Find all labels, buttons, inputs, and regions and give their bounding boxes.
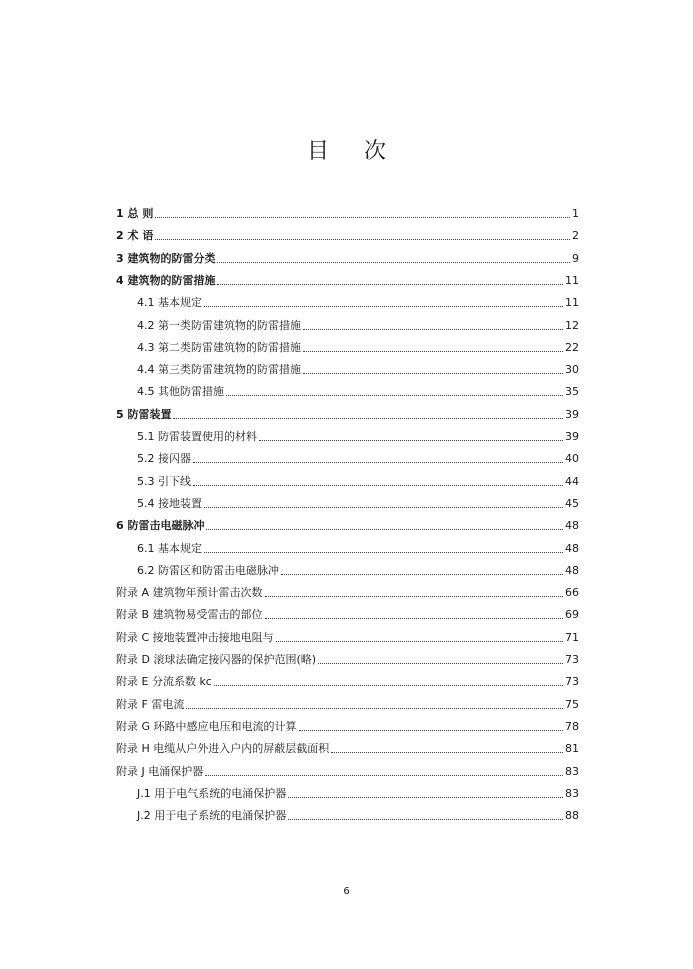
toc-entry[interactable] [137, 381, 579, 399]
dot-leader [204, 552, 563, 553]
toc-entry-page: 30 [565, 363, 579, 377]
toc-entry[interactable] [137, 337, 579, 355]
toc-entry[interactable] [116, 738, 579, 756]
toc-entry-page: 45 [565, 496, 579, 510]
toc-entry-page: 11 [565, 273, 579, 287]
toc-entry-page: 48 [565, 563, 579, 577]
dot-leader [331, 752, 563, 753]
toc-entry-label: 2 术 语 [116, 229, 154, 243]
toc-entry-page: 48 [565, 541, 579, 555]
toc-entry-page: 81 [565, 742, 579, 756]
toc-entry-page: 75 [565, 697, 579, 711]
toc-entry-label: 附录 J 电涌保护器 [116, 764, 204, 778]
toc-entry-page: 73 [565, 653, 579, 666]
dot-leader [205, 775, 563, 776]
toc-entry-label: 附录 C 接地装置冲击接地电阻与 [116, 630, 274, 644]
toc-entry-label: 附录 B 建筑物易受雷击的部位 [116, 608, 263, 622]
toc-entry[interactable] [137, 315, 579, 333]
toc-entry-page: 69 [565, 608, 579, 622]
toc-entry-label: 附录 A 建筑物年预计雷击次数 [116, 586, 263, 600]
toc-entry-page: 48 [565, 519, 579, 533]
toc-entry-page: 9 [572, 251, 579, 265]
toc-entry[interactable] [116, 761, 579, 779]
dot-leader [288, 819, 563, 820]
toc-entry-label: 5.2 接闪器 [137, 452, 191, 466]
page-number: 6 [343, 886, 350, 897]
toc-entry-page: 22 [565, 340, 579, 354]
toc-entry-page: 78 [565, 719, 579, 733]
toc-entry-label: 6 防雷击电磁脉冲 [116, 519, 205, 533]
toc-entry-label: 4.4 第三类防雷建筑物的防雷措施 [137, 363, 301, 377]
toc-entry[interactable] [137, 448, 579, 466]
toc-entry-page: 83 [565, 786, 579, 800]
toc-entry[interactable] [137, 292, 579, 310]
toc-entry[interactable] [116, 582, 579, 600]
dot-leader [214, 685, 563, 686]
toc-entry-page: 35 [565, 385, 579, 399]
dot-leader [318, 663, 563, 664]
toc-entry-label: 6.1 基本规定 [137, 541, 202, 555]
toc-entry-page: 73 [565, 675, 579, 689]
dot-leader [186, 708, 563, 709]
dot-leader [276, 641, 563, 642]
dot-leader [204, 507, 563, 508]
toc-entry-label: 附录 D 滚球法确定接闪器的保护范围(略) [116, 653, 317, 666]
toc-entry-page: 39 [565, 407, 579, 421]
dot-leader [259, 440, 563, 441]
toc-entry[interactable] [116, 604, 579, 622]
toc-entry[interactable] [137, 426, 579, 444]
dot-leader [217, 284, 563, 285]
toc-entry-page: 39 [565, 430, 579, 443]
toc-entry[interactable] [116, 270, 579, 288]
toc-entry[interactable] [137, 359, 579, 377]
dot-leader [204, 306, 563, 307]
toc-entry-label: J.1 用于电气系统的电涌保护器 [137, 786, 287, 800]
dot-leader [288, 797, 563, 798]
toc-entry[interactable] [137, 560, 579, 578]
toc-entry[interactable] [116, 694, 579, 712]
toc-entry-page: 12 [565, 318, 579, 332]
page-title: 目 次 [307, 139, 400, 164]
dot-leader [303, 373, 563, 374]
toc-entry[interactable] [116, 404, 579, 422]
toc-entry-label: 附录 H 电缆从户外进入户内的屏蔽层截面积 [116, 742, 330, 756]
toc-entry[interactable] [137, 471, 579, 489]
toc-entry-label: 4.1 基本规定 [137, 296, 202, 310]
toc-entry-label: 5.1 防雷装置使用的材料 [137, 430, 257, 443]
toc-entry[interactable] [116, 649, 579, 667]
dot-leader [303, 329, 563, 330]
dot-leader [173, 418, 563, 419]
toc-entry-label: 附录 F 雷电流 [116, 697, 185, 711]
toc-entry-page: 88 [565, 809, 579, 823]
toc-entry-label: 5 防雷装置 [116, 407, 172, 421]
toc-entry-page: 1 [572, 207, 579, 220]
toc-entry-label: 4.5 其他防雷措施 [137, 385, 224, 399]
toc-entry-label: 5.3 引下线 [137, 474, 191, 488]
toc-entry[interactable] [137, 805, 579, 823]
toc-entry-label: 6.2 防雷区和防雷击电磁脉冲 [137, 563, 279, 577]
toc-entry[interactable] [116, 627, 579, 645]
toc-entry-page: 40 [565, 452, 579, 466]
dot-leader [155, 239, 570, 240]
toc-entry-page: 66 [565, 586, 579, 600]
toc-entry-label: J.2 用于电子系统的电涌保护器 [137, 809, 287, 823]
toc-entry[interactable] [116, 225, 579, 243]
dot-leader [265, 596, 563, 597]
toc-entry-page: 44 [565, 474, 579, 488]
toc-entry[interactable] [116, 203, 579, 221]
toc-entry-label: 3 建筑物的防雷分类 [116, 251, 216, 265]
dot-leader [155, 217, 570, 218]
dot-leader [281, 574, 563, 575]
dot-leader [299, 730, 563, 731]
toc-entry[interactable] [116, 671, 579, 689]
toc-entry-label: 1 总 则 [116, 207, 154, 220]
toc-entry[interactable] [116, 248, 579, 266]
toc-entry-label: 附录 G 环路中感应电压和电流的计算 [116, 719, 297, 733]
toc-entry-page: 2 [572, 229, 579, 243]
dot-leader [206, 529, 563, 530]
toc-entry[interactable] [137, 783, 579, 801]
toc-entry-page: 71 [565, 630, 579, 644]
dot-leader [265, 618, 563, 619]
toc-entry-label: 4 建筑物的防雷措施 [116, 273, 216, 287]
toc-entry-label: 附录 E 分流系数 kc [116, 675, 212, 689]
toc-entry-label: 4.2 第一类防雷建筑物的防雷措施 [137, 318, 301, 332]
toc-entry-page: 83 [565, 764, 579, 778]
toc-entry[interactable] [137, 538, 579, 556]
dot-leader [217, 262, 570, 263]
dot-leader [193, 485, 563, 486]
toc-entry[interactable] [137, 493, 579, 511]
dot-leader [193, 462, 563, 463]
dot-leader [303, 351, 563, 352]
toc-entry-page: 11 [565, 296, 579, 310]
toc-entry-label: 5.4 接地装置 [137, 496, 202, 510]
dot-leader [226, 395, 563, 396]
toc-entry[interactable] [116, 515, 579, 533]
toc-entry-label: 4.3 第二类防雷建筑物的防雷措施 [137, 340, 301, 354]
toc-entry[interactable] [116, 716, 579, 734]
